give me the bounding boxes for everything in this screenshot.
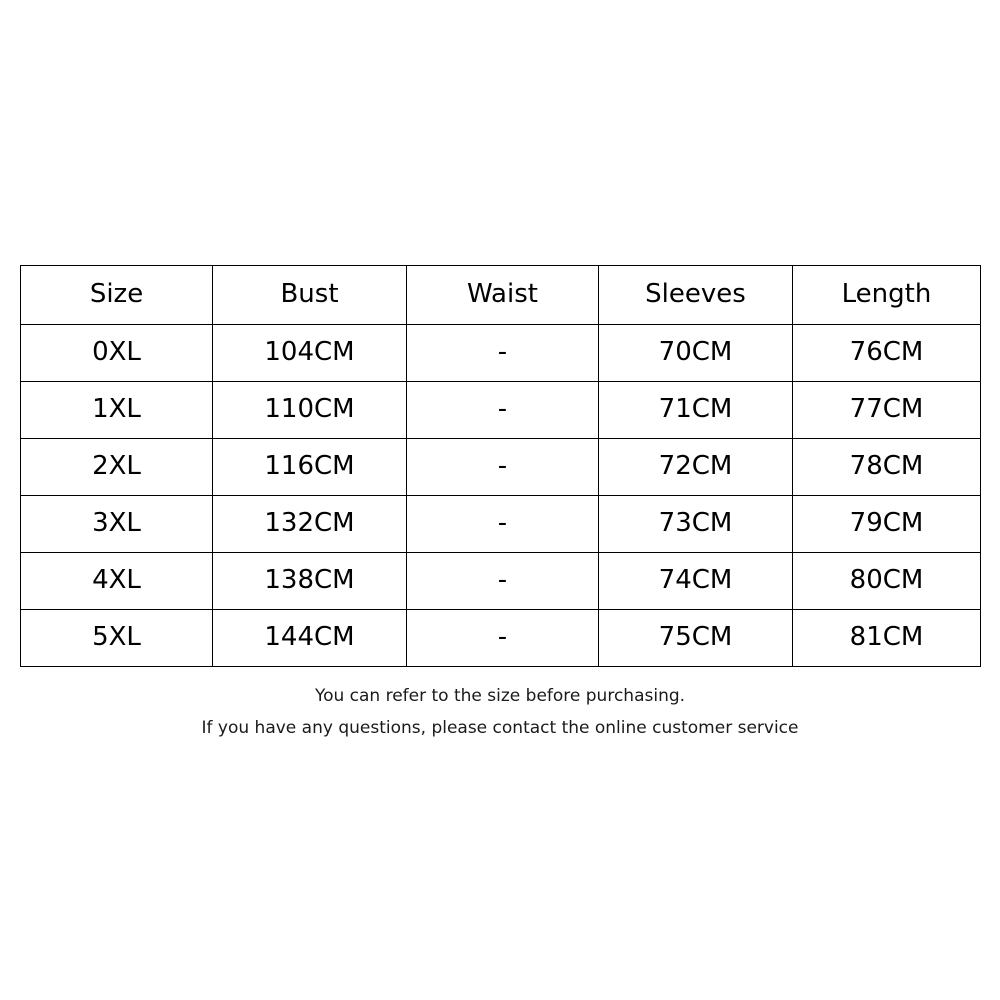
table-row (21, 439, 981, 496)
cell-length: 77CM (793, 382, 981, 439)
cell-sleeves: 74CM (599, 553, 793, 610)
cell-bust: 132CM (213, 496, 407, 553)
cell-sleeves: 75CM (599, 610, 793, 667)
table-header-row (21, 266, 981, 325)
cell-bust: 116CM (213, 439, 407, 496)
cell-length: 76CM (793, 325, 981, 382)
cell-bust: 144CM (213, 610, 407, 667)
cell-sleeves: 73CM (599, 496, 793, 553)
cell-bust: 110CM (213, 382, 407, 439)
column-header-waist: Waist (407, 266, 599, 325)
table-row (21, 382, 981, 439)
cell-size: 1XL (21, 382, 213, 439)
column-header-bust: Bust (213, 266, 407, 325)
cell-sleeves: 72CM (599, 439, 793, 496)
table-row (21, 496, 981, 553)
cell-bust: 104CM (213, 325, 407, 382)
notes-block (0, 680, 1000, 744)
cell-waist: - (407, 439, 599, 496)
cell-length: 81CM (793, 610, 981, 667)
cell-size: 5XL (21, 610, 213, 667)
cell-waist: - (407, 382, 599, 439)
table-row (21, 325, 981, 382)
cell-size: 3XL (21, 496, 213, 553)
cell-waist: - (407, 610, 599, 667)
size-chart-table-wrapper (20, 265, 980, 667)
cell-size: 2XL (21, 439, 213, 496)
cell-size: 0XL (21, 325, 213, 382)
cell-size: 4XL (21, 553, 213, 610)
cell-waist: - (407, 553, 599, 610)
cell-bust: 138CM (213, 553, 407, 610)
cell-sleeves: 71CM (599, 382, 793, 439)
column-header-sleeves: Sleeves (599, 266, 793, 325)
cell-length: 78CM (793, 439, 981, 496)
size-chart-table (20, 265, 981, 667)
column-header-length: Length (793, 266, 981, 325)
note-line-support: If you have any questions, please contact the online customer service (201, 718, 799, 738)
cell-sleeves: 70CM (599, 325, 793, 382)
column-header-size: Size (21, 266, 213, 325)
cell-length: 79CM (793, 496, 981, 553)
cell-length: 80CM (793, 553, 981, 610)
table-row (21, 610, 981, 667)
cell-waist: - (407, 496, 599, 553)
table-row (21, 553, 981, 610)
cell-waist: - (407, 325, 599, 382)
note-line-purchasing: You can refer to the size before purchasing. (314, 686, 686, 706)
